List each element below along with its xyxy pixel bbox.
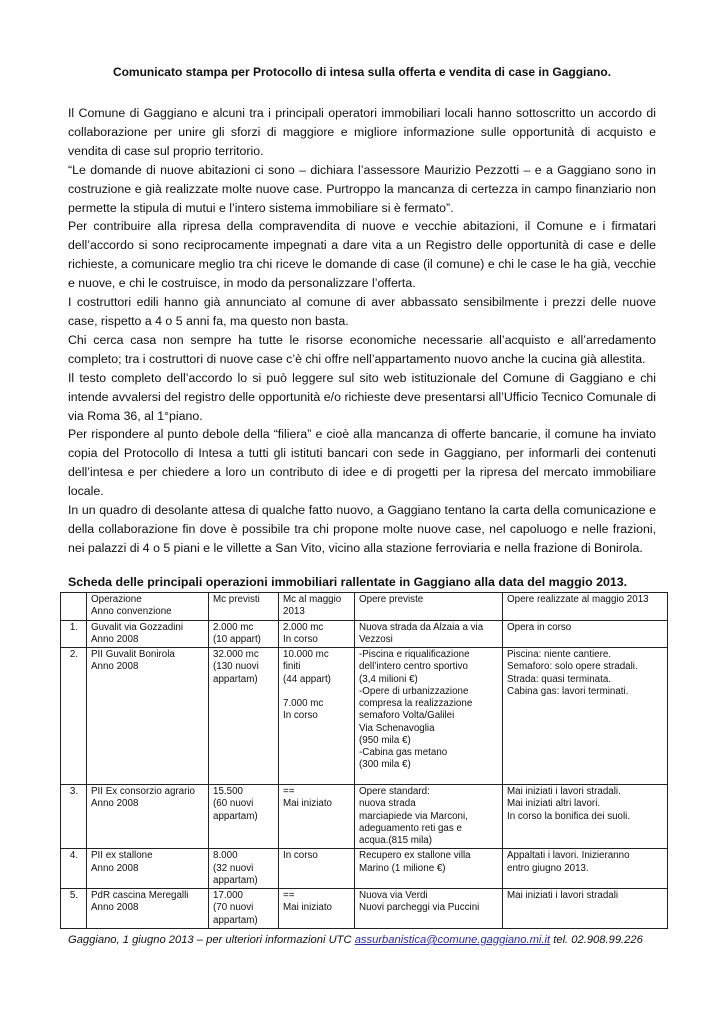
table-row bbox=[61, 648, 668, 785]
table-heading: Scheda delle principali operazioni immobiliari rallentate in Gaggiano alla data del maggio 2013. bbox=[68, 575, 628, 589]
document-title: Comunicato stampa per Protocollo di intesa sulla offerta e vendita di case in Gaggiano. bbox=[112, 65, 612, 79]
table-header-row bbox=[61, 593, 668, 621]
table-row bbox=[61, 785, 668, 849]
cell-mc-maggio: 10.000 mc finiti (44 appart) 7.000 mc In corso bbox=[279, 648, 355, 785]
header-cell-mc-previsti: Mc previsti bbox=[209, 593, 279, 621]
footer bbox=[68, 933, 668, 948]
cell-operazione: PII Ex consorzio agrario Anno 2008 bbox=[87, 785, 209, 849]
cell-mc-previsti: 15.500 (60 nuovi appartam) bbox=[209, 785, 279, 849]
email-link[interactable]: assurbanistica@comune.gaggiano.mi.it bbox=[354, 934, 551, 946]
cell-num: 5. bbox=[61, 889, 87, 929]
table-row bbox=[61, 889, 668, 929]
operations-table bbox=[60, 592, 668, 929]
cell-mc-maggio: == Mai iniziato bbox=[279, 889, 355, 929]
header-cell-num bbox=[61, 593, 87, 621]
paragraph: In un quadro di desolante attesa di qualche fatto nuovo, a Gaggiano tentano la carta della comunicazione e della collaborazione fin dove è possibile tra chi propone molte nuove case, nel capoluogo e nelle frazioni, nei palazzi di 4 o 5 piani e le villette a San Vito, vicino alla stazione ferroviaria e nella frazione di Bonirola. bbox=[68, 503, 656, 555]
cell-mc-maggio: 2.000 mc In corso bbox=[279, 620, 355, 648]
footer-phone: tel. 02.908.99.226 bbox=[550, 934, 643, 946]
cell-mc-previsti: 17.000 (70 nuovi appartam) bbox=[209, 889, 279, 929]
paragraph: I costruttori edili hanno già annunciato al comune di aver abbassato sensibilmente i prezzi delle nuove case, rispetto a 4 o 5 anni fa, ma questo non basta. bbox=[68, 295, 656, 328]
cell-opere-previste: Nuova via Verdi Nuovi parcheggi via Puccini bbox=[355, 889, 503, 929]
cell-opere-realizzate: Mai iniziati i lavori stradali. Mai iniziati altri lavori. In corso la bonifica dei suoli. bbox=[503, 785, 668, 849]
cell-mc-maggio: In corso bbox=[279, 849, 355, 889]
header-cell-mc-maggio: Mc al maggio 2013 bbox=[279, 593, 355, 621]
cell-operazione: PII ex stallone Anno 2008 bbox=[87, 849, 209, 889]
cell-mc-previsti: 32.000 mc (130 nuovi appartam) bbox=[209, 648, 279, 785]
paragraph: Chi cerca casa non sempre ha tutte le risorse economiche necessarie all’acquisto e all’arredamento completo; tra i costruttori di nuove case c’è chi offre nell’appartamento nuovo anche la cucina già allestita. bbox=[68, 332, 656, 366]
paragraph: Per rispondere al punto debole della “filiera” e cioè alla mancanza di offerte bancarie, il comune ha inviato copia del Protocollo di Intesa a tutti gli istituti bancari con sede in Gaggiano, per informarli dei contenuti dell’intesa e per chiedere a loro un contributo di idee e di progetti per la ripresa del mercato immobiliare locale. bbox=[68, 427, 656, 499]
cell-num: 1. bbox=[61, 620, 87, 648]
header-cell-opere-realizzate: Opere realizzate al maggio 2013 bbox=[503, 593, 668, 621]
footer-text: Gaggiano, 1 giugno 2013 – per ulteriori informazioni UTC bbox=[68, 934, 355, 946]
paragraph: Il Comune di Gaggiano e alcuni tra i principali operatori immobiliari locali hanno sottoscritto un accordo di collaborazione per unire gli sforzi di maggiore e migliore informazione sulle opportunità di acquisto e vendita di case sul proprio territorio. bbox=[68, 106, 656, 158]
cell-opere-previste: Recupero ex stallone villa Marino (1 milione €) bbox=[355, 849, 503, 889]
cell-operazione: Guvalit via Gozzadini Anno 2008 bbox=[87, 620, 209, 648]
paragraph: Il testo completo dell’accordo lo si può leggere sul sito web istituzionale del Comune di Gaggiano e chi intende avvalersi del registro delle opportunità e/o richieste deve presentarsi all’Ufficio Tecnico Comunale di via Roma 36, al 1°piano. bbox=[68, 370, 656, 423]
cell-operazione: PdR cascina Meregalli Anno 2008 bbox=[87, 889, 209, 929]
cell-num: 2. bbox=[61, 648, 87, 785]
cell-opere-previste: Opere standard: nuova strada marciapiede via Marconi, adeguamento reti gas e acqua.(815 mila) bbox=[355, 785, 503, 849]
cell-opere-realizzate: Piscina: niente cantiere. Semaforo: solo opere stradali. Strada: quasi terminata. Cabina gas: lavori terminati. bbox=[503, 648, 668, 785]
cell-mc-previsti: 2.000 mc (10 appart) bbox=[209, 620, 279, 648]
table-row bbox=[61, 849, 668, 889]
paragraph: “Le domande di nuove abitazioni ci sono – dichiara l’assessore Maurizio Pezzotti – e a Gaggiano sono in costruzione e già realizzate molte nuove case. Purtroppo la mancanza di certezza in campo finanziario non permette la stipula di mutui e l’intero sistema immobiliare si è fermato”. bbox=[68, 162, 656, 215]
body-text bbox=[68, 104, 656, 558]
cell-num: 3. bbox=[61, 785, 87, 849]
cell-opere-previste: Nuova strada da Alzaia a via Vezzosi bbox=[355, 620, 503, 648]
paragraph: Per contribuire alla ripresa della compravendita di nuove e vecchie abitazioni, il Comune e i firmatari dell’accordo si sono reciprocamente impegnati a dare vita a un Registro delle opportunità di case e delle richieste, a comunicare meglio tra chi riceve le domande di case (il comune) e chi le case le ha già, vecchie e nuove, e chi le costruisce, in modo da personalizzare l’offerta. bbox=[68, 219, 656, 291]
table-row bbox=[61, 620, 668, 648]
cell-operazione: PII Guvalit Bonirola Anno 2008 bbox=[87, 648, 209, 785]
header-cell-operazione: Operazione Anno convenzione bbox=[87, 593, 209, 621]
cell-opere-realizzate: Opera in corso bbox=[503, 620, 668, 648]
cell-opere-realizzate: Mai iniziati i lavori stradali bbox=[503, 889, 668, 929]
cell-opere-realizzate: Appaltati i lavori. Inizieranno entro giugno 2013. bbox=[503, 849, 668, 889]
cell-num: 4. bbox=[61, 849, 87, 889]
header-cell-opere-previste: Opere previste bbox=[355, 593, 503, 621]
cell-mc-maggio: == Mai iniziato bbox=[279, 785, 355, 849]
cell-mc-previsti: 8.000 (32 nuovi appartam) bbox=[209, 849, 279, 889]
cell-opere-previste: -Piscina e riqualificazione dell’intero centro sportivo (3,4 milioni €) -Opere di urbanizzazione compresa la realizzazione semaforo Volta/Galilei Via Schenavoglia (950 mila €) -Cabina gas metano (300 mila €) bbox=[355, 648, 503, 785]
